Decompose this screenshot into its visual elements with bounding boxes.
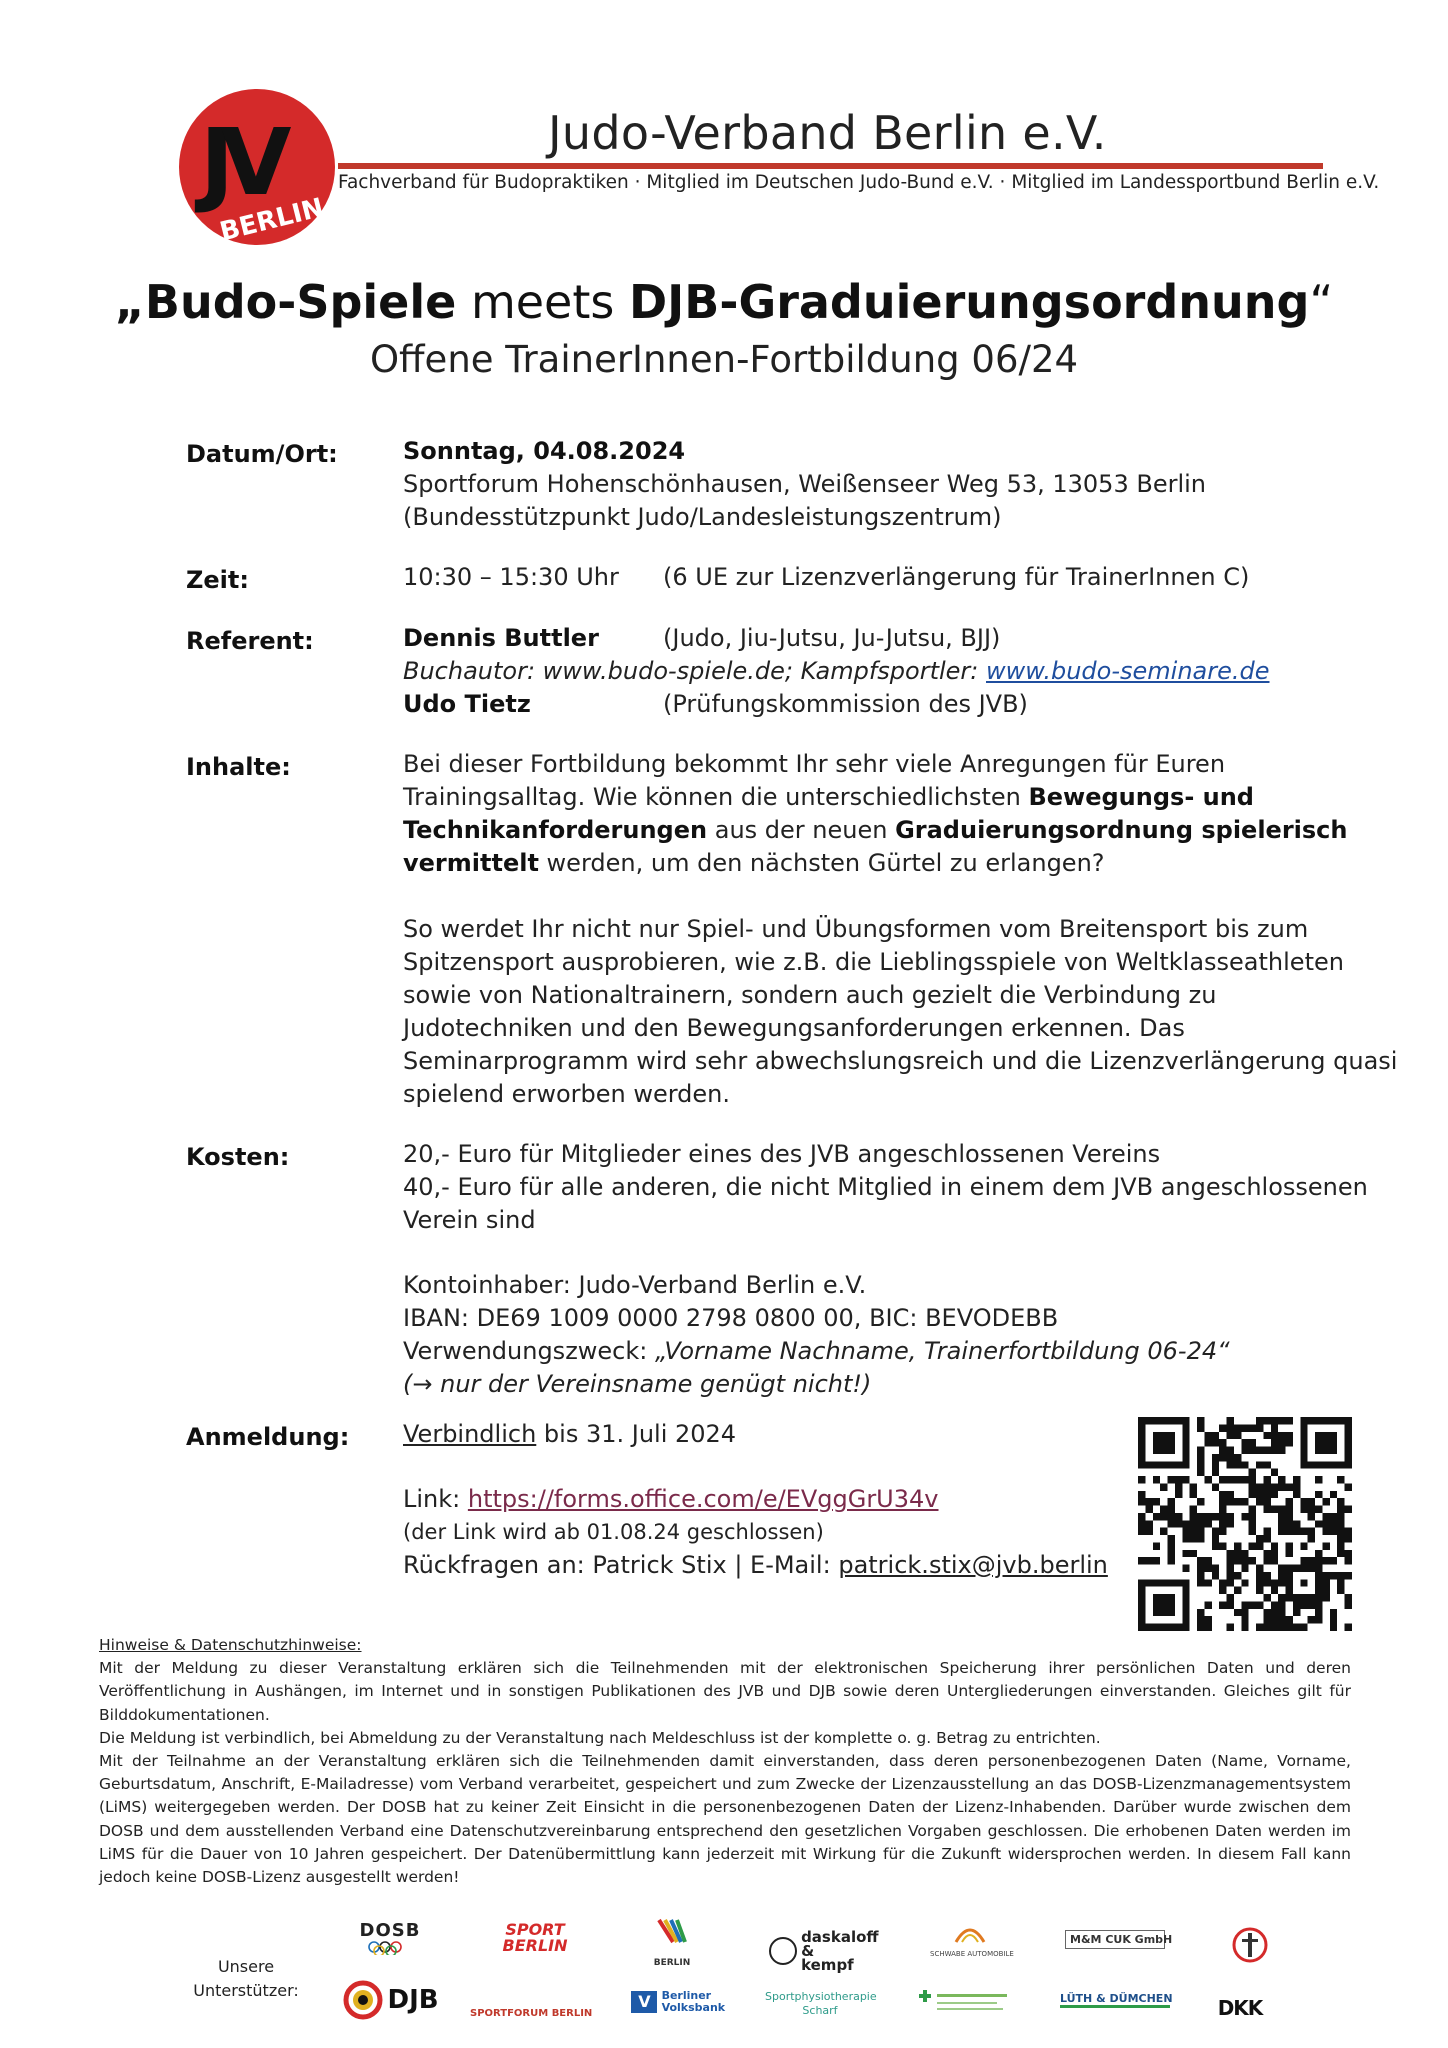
sponsor-djb: DJB bbox=[336, 1980, 446, 2024]
title-part1: „Budo-Spiele bbox=[114, 275, 457, 329]
registration-link[interactable]: https://forms.office.com/e/EVggGrU34v bbox=[467, 1485, 939, 1513]
sponsor-green bbox=[910, 1990, 1020, 2024]
title-part2: meets bbox=[456, 275, 629, 329]
inhalte-line: Trainingsalltag. Wie können die unterschiedlichsten Bewegungs- und bbox=[403, 783, 1254, 811]
referent-bio-text: Buchautor: www.budo-spiele.de; Kampfsportler: bbox=[403, 657, 986, 685]
kosten-line: 20,- Euro für Mitglieder eines des JVB angeschlossenen Vereins bbox=[403, 1140, 1161, 1168]
inhalte-line: So werdet Ihr nicht nur Spiel- und Übungsformen vom Breitensport bis zum bbox=[403, 915, 1309, 943]
header-divider bbox=[338, 163, 1323, 169]
referent-name-1: Dennis Buttler bbox=[403, 624, 599, 652]
sponsor-autohaus: SCHWABE AUTOMOBILE bbox=[930, 1918, 1010, 1958]
sponsor-dkk: DKK bbox=[1217, 1996, 1263, 2020]
inhalte-line: Spitzensport ausprobieren, wie z.B. die Lieblingsspiele von Weltklasseathleten bbox=[403, 948, 1344, 976]
registration-link-note: (der Link wird ab 01.08.24 geschlossen) bbox=[403, 1520, 824, 1544]
inhalte-line: spielend erworben werden. bbox=[403, 1080, 731, 1108]
contact-email[interactable]: patrick.stix@jvb.berlin bbox=[838, 1551, 1108, 1579]
org-subtitle: Fachverband für Budopraktiken · Mitglied im Deutschen Judo-Bund e.V. · Mitglied im Landessportbund Berlin e.V. bbox=[338, 172, 1380, 193]
sponsor-dosb: DOSB bbox=[355, 1920, 425, 1959]
referent-disc-1: (Judo, Jiu-Jutsu, Ju-Jutsu, BJJ) bbox=[663, 624, 1001, 652]
account-holder: Kontoinhaber: Judo-Verband Berlin e.V. bbox=[403, 1271, 867, 1299]
sponsor-sportforum: SPORTFORUM BERLIN bbox=[470, 2008, 593, 2019]
payment-purpose-note: (→ nur der Vereinsname genügt nicht!) bbox=[403, 1370, 872, 1398]
privacy-notice-p2: Die Meldung ist verbindlich, bei Abmeldung zu der Veranstaltung nach Meldeschluss ist der komplette o. g. Betrag zu entrichten. bbox=[99, 1728, 1101, 1747]
event-place-note: (Bundesstützpunkt Judo/Landesleistungszentrum) bbox=[403, 503, 1002, 531]
privacy-notice-p3: Mit der Teilnahme an der Veranstaltung erklären sich die Teilnehmenden damit einverstanden, dass deren personenbezogenen Daten (Name, Vorname, Geburtsdatum, Anschrift, E-Mailadresse) vom Verband verarbeitet, gespeichert und zum Zwecke der Lizenzausstellung an das DOSB-Lizenzmanagementsystem (LiMS) weitergegeben werden. Der DOSB hat zu keiner Zeit Einsicht in die personenbezogenen Daten der Lizenz-Inhabenden. Darüber wurde zwischen dem DOSB und dem ausstellenden Verband eine Datenschutzvereinbarung entsprechend den gesetzlichen Vorgaben geschlossen. Die erhobenen Daten werden im LiMS für die Dauer von 10 Jahren gespeichert. Der Datenübermittlung kann jederzeit mit Wirkung für die Zukunft widersprochen werden. In diesem Fall kann jedoch keine DOSB-Lizenz ausgestellt werden! bbox=[99, 1752, 1351, 1887]
sponsor-sport-berlin: SPORT BERLIN bbox=[502, 1920, 568, 1955]
sponsor-physio: Sportphysiotherapie Scharf bbox=[765, 1990, 877, 2017]
referent-bio bbox=[403, 655, 1270, 688]
qr-code[interactable] bbox=[1138, 1417, 1352, 1631]
svg-text:BERLIN: BERLIN bbox=[216, 192, 327, 248]
privacy-notice-title: Hinweise & Datenschutzhinweise: bbox=[99, 1636, 362, 1654]
jvb-logo bbox=[172, 86, 342, 248]
org-name: Judo-Verband Berlin e.V. bbox=[548, 106, 1107, 160]
inhalte-line: Seminarprogramm wird sehr abwechslungsreich und die Lizenzverlängerung quasi bbox=[403, 1047, 1398, 1075]
datum-block bbox=[403, 435, 1206, 534]
page-title bbox=[0, 275, 1448, 329]
bank-block bbox=[403, 1269, 1230, 1401]
sponsor-luth-duemchen: LÜTH & DÜMCHEN bbox=[1060, 1992, 1170, 2008]
binding-word: Verbindlich bbox=[403, 1420, 537, 1448]
budo-seminare-link[interactable]: www.budo-seminare.de bbox=[986, 657, 1270, 685]
inhalte-line: sowie von Nationaltrainern, sondern auch gezielt die Verbindung zu bbox=[403, 981, 1217, 1009]
event-time: 10:30 – 15:30 Uhr bbox=[403, 563, 619, 591]
inhalte-line: Judotechniken und den Bewegungsanforderungen erkennen. Das bbox=[403, 1014, 1185, 1042]
privacy-notice bbox=[99, 1634, 1351, 1889]
kosten-label: Kosten: bbox=[186, 1143, 290, 1171]
payment-purpose: Verwendungszweck: „Vorname Nachname, Trainerfortbildung 06-24“ bbox=[403, 1337, 1230, 1365]
inhalte-line: vermittelt werden, um den nächsten Gürtel zu erlangen? bbox=[403, 849, 1105, 877]
event-date: Sonntag, 04.08.2024 bbox=[403, 437, 686, 465]
inhalte-paragraph-2 bbox=[403, 913, 1397, 1111]
sponsor-daskaloff: daskaloff & kempf bbox=[765, 1930, 875, 1972]
event-time-note: (6 UE zur Lizenzverlängerung für TrainerInnen C) bbox=[663, 563, 1250, 591]
iban: IBAN: DE69 1009 0000 2798 0800 00, BIC: BEVODEBB bbox=[403, 1304, 1059, 1332]
kosten-line: 40,- Euro für alle anderen, die nicht Mitglied in einem dem JVB angeschlossenen bbox=[403, 1173, 1368, 1201]
datum-label: Datum/Ort: bbox=[186, 440, 338, 468]
referent-disc-2: (Prüfungskommission des JVB) bbox=[663, 690, 1028, 718]
svg-text:JV: JV bbox=[200, 109, 278, 216]
sponsors-label: Unsere Unterstützer: bbox=[193, 1957, 299, 2000]
inhalte-line: Bei dieser Fortbildung bekommt Ihr sehr viele Anregungen für Euren bbox=[403, 750, 1226, 778]
registration-link-line: Link: https://forms.office.com/e/EVggGrU34v bbox=[403, 1485, 939, 1513]
sponsor-mm-cuk: M&M CUK GmbH bbox=[1065, 1930, 1165, 1949]
inhalte-label: Inhalte: bbox=[186, 753, 291, 781]
zeit-label: Zeit: bbox=[186, 566, 249, 594]
referent-name-2: Udo Tietz bbox=[403, 690, 531, 718]
inhalte-paragraph-1 bbox=[403, 748, 1347, 880]
contact-line: Rückfragen an: Patrick Stix | E-Mail: patrick.stix@jvb.berlin bbox=[403, 1551, 1108, 1579]
title-part4: “ bbox=[1309, 275, 1334, 329]
referent-label: Referent: bbox=[186, 627, 314, 655]
sponsor-volksbank: V Berliner Volksbank bbox=[620, 1990, 735, 2014]
kosten-line: Verein sind bbox=[403, 1206, 536, 1234]
inhalte-line: Technikanforderungen aus der neuen Graduierungsordnung spielerisch bbox=[403, 816, 1348, 844]
registration-deadline: Verbindlich bis 31. Juli 2024 bbox=[403, 1420, 737, 1448]
page-subtitle: Offene TrainerInnen-Fortbildung 06/24 bbox=[369, 338, 1079, 381]
kosten-block bbox=[403, 1138, 1368, 1237]
privacy-notice-p1: Mit der Meldung zu dieser Veranstaltung erklären sich die Teilnehmenden mit der elektronischen Speicherung ihrer persönlichen Daten und deren Veröffentlichung in Aushängen, im Internet und in sonstigen Publikationen des JVB und DJB sowie deren Untergliederungen einverstanden. Gleiches gilt für Bilddokumentationen. bbox=[99, 1659, 1351, 1724]
sponsor-berlin-badge: BERLIN bbox=[652, 1918, 692, 1968]
sponsor-emblem bbox=[1225, 1925, 1275, 1969]
event-place: Sportforum Hohenschönhausen, Weißenseer Weg 53, 13053 Berlin bbox=[403, 470, 1206, 498]
anmeldung-label: Anmeldung: bbox=[186, 1423, 350, 1451]
title-part3: DJB-Graduierungsordnung bbox=[629, 275, 1310, 329]
